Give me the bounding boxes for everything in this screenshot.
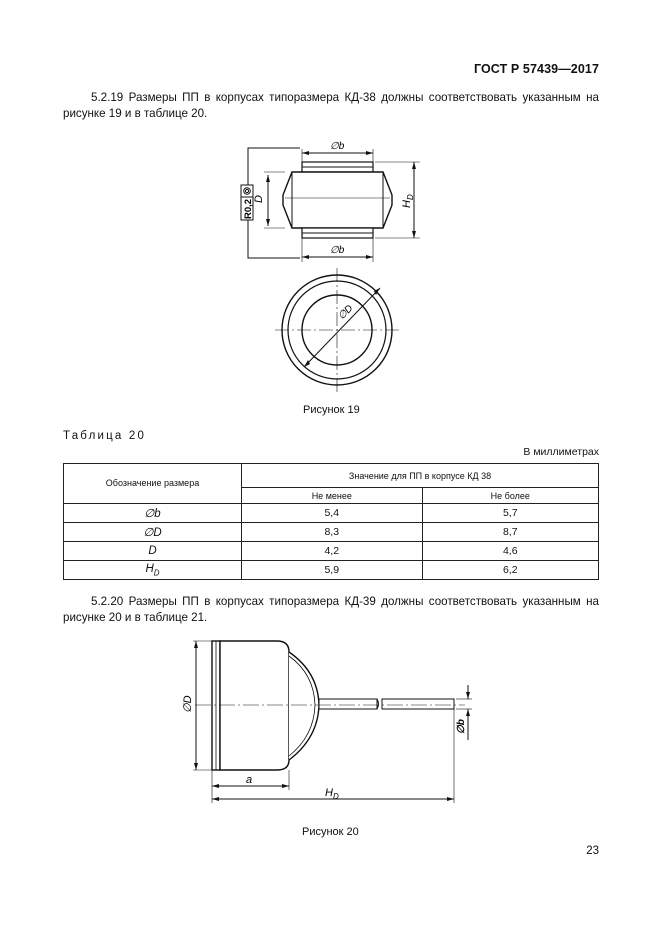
header-max: Не более <box>422 488 598 504</box>
fig19-b-top-label: ∅b <box>330 141 345 152</box>
header-min: Не менее <box>242 488 423 504</box>
row-symbol: $H_D$ <box>64 561 242 580</box>
row-max: 4,6 <box>422 542 598 561</box>
row-min: 4,2 <box>242 542 423 561</box>
row-min: 5,4 <box>242 504 423 523</box>
paragraph-5-2-19: 5.2.19 Размеры ПП в корпусах типоразмера КД-38 должны соответствовать указанным на рисунке 19 и в таблице 20. <box>63 91 599 120</box>
figure-19-caption: Рисунок 19 <box>303 404 360 416</box>
fig19-hd-label: $H_D$ <box>401 194 415 208</box>
header-value: Значение для ПП в корпусе КД 38 <box>242 464 599 488</box>
row-symbol: D <box>64 542 242 561</box>
fig20-a-label: a <box>246 774 253 786</box>
figure-20-caption: Рисунок 20 <box>302 826 359 838</box>
row-max: 6,2 <box>422 561 598 580</box>
fig20-d-label: ∅D <box>182 695 194 713</box>
row-symbol: ∅D <box>64 523 242 542</box>
fig19-dia-label: ∅D <box>336 303 356 323</box>
table-label: Таблица 20 <box>63 430 147 442</box>
row-symbol: ∅b <box>64 504 242 523</box>
row-min: 5,9 <box>242 561 423 580</box>
row-max: 8,7 <box>422 523 598 542</box>
paragraph-5-2-20: 5.2.20 Размеры ПП в корпусах типоразмера КД-39 должны соответствовать указанным на рисунке 20 и в таблице 21. <box>63 595 599 624</box>
table-units: В миллиметрах <box>523 446 599 458</box>
fig19-tol-label: R0,2 <box>243 198 254 219</box>
row-min: 8,3 <box>242 523 423 542</box>
fig19-d-label: D <box>253 195 265 203</box>
fig20-hd-label: $H_D$ <box>325 787 339 801</box>
page-number: 23 <box>586 845 599 857</box>
standard-header: ГОСТ Р 57439—2017 <box>473 62 599 76</box>
row-max: 5,7 <box>422 504 598 523</box>
fig20-b-label: ∅b <box>456 719 467 734</box>
header-designation: Обозначение размера <box>64 464 242 504</box>
fig19-b-bottom-label: ∅b <box>330 245 345 256</box>
